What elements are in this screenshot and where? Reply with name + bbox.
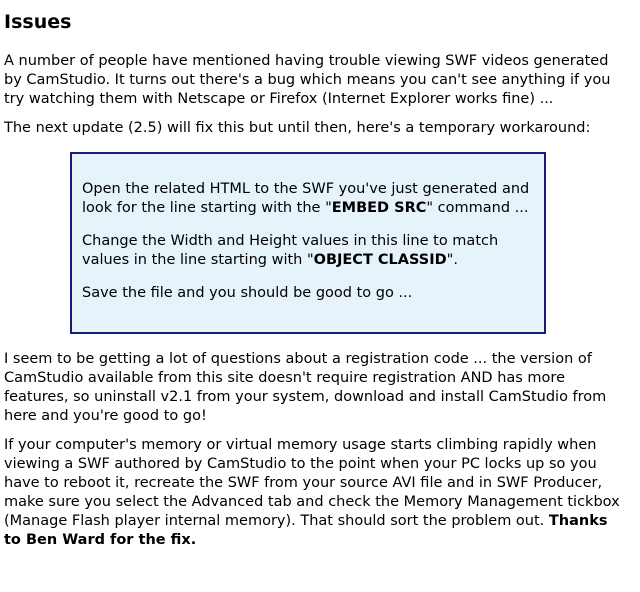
- workaround-intro-paragraph: The next update (2.5) will fix this but until then, here's a temporary workaround:: [4, 120, 591, 136]
- workaround-step-save: Save the file and you should be good to go ...: [82, 285, 413, 301]
- registration-paragraph: I seem to be getting a lot of questions about a registration code ... the version of CamStudio available from this site doesn't require registration AND has more features, so uninstall v2.1 from your system, download and install CamStudio from here and you're good to go!: [4, 351, 607, 424]
- step-dimensions-text-end: ".: [446, 252, 458, 268]
- page-heading: Issues: [4, 11, 72, 33]
- thanks-credit: Thanks to Ben Ward for the fix.: [4, 513, 608, 548]
- step-embed-text-end: " command ...: [426, 200, 529, 216]
- workaround-step-embed: [82, 180, 534, 218]
- step-dimensions-text: Change the Width and Height values in this line to match values in the line starting with ": [82, 233, 499, 268]
- workaround-step-dimensions: [82, 232, 534, 270]
- object-classid-keyword: OBJECT CLASSID: [313, 252, 447, 268]
- memory-text: If your computer's memory or virtual memory usage starts climbing rapidly when viewing a SWF authored by CamStudio to the point when your PC locks up so you have to reboot it, recreate the SWF from your source AVI file and in SWF Producer, make sure you select the Advanced tab and check the Memory Management tickbox (Manage Flash player internal memory). That should sort the problem out.: [4, 437, 620, 529]
- memory-paragraph: [4, 436, 626, 550]
- workaround-box: [70, 152, 546, 334]
- embed-src-keyword: EMBED SRC: [331, 200, 427, 216]
- intro-paragraph: A number of people have mentioned having trouble viewing SWF videos generated by CamStudio. It turns out there's a bug which means you can't see anything if you try watching them with Netscape or Firefox (Internet Explorer works fine) ...: [4, 53, 611, 107]
- step-embed-text: Open the related HTML to the SWF you've just generated and look for the line starting with the ": [82, 181, 530, 216]
